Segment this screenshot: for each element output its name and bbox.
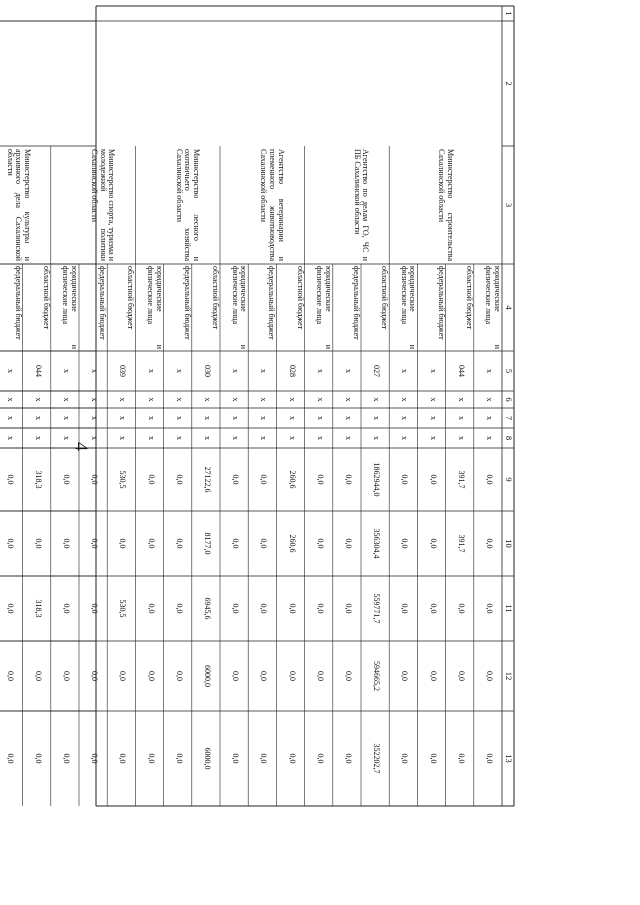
value-c12: 0,0: [174, 671, 184, 681]
value-c11: 530,5: [118, 599, 128, 618]
value-c11: 0,0: [259, 603, 269, 614]
value-c7: х: [5, 416, 15, 420]
value-c9: 318,3: [33, 470, 43, 489]
funding-source: областной бюджет: [41, 266, 51, 330]
value-c10: 0,0: [5, 538, 15, 549]
funding-source: областной бюджет: [464, 266, 474, 330]
value-c7: х: [118, 416, 128, 420]
value-c13: 0,0: [428, 753, 438, 764]
value-c13: 0,0: [344, 753, 353, 764]
value-c5: х: [146, 369, 156, 373]
value-c13: 0,0: [400, 753, 410, 764]
funding-source: юридические и физические лица: [146, 266, 164, 349]
value-c12: 0,0: [344, 671, 353, 681]
value-c8: х: [287, 436, 297, 440]
value-c11: 0,0: [146, 603, 156, 614]
value-c8: х: [372, 436, 382, 440]
value-c10: 0,0: [146, 538, 156, 549]
value-c8: х: [33, 436, 43, 440]
value-c7: х: [33, 416, 43, 420]
value-c7: х: [456, 416, 466, 420]
value-c12: 0,0: [5, 671, 15, 681]
column-header-13: 13: [504, 754, 514, 763]
value-c9: 0,0: [259, 474, 269, 485]
value-c7: х: [372, 416, 382, 420]
funding-source: областной бюджет: [380, 266, 390, 330]
value-c13: 0,0: [315, 753, 325, 764]
value-c11: 0,0: [485, 603, 494, 614]
value-c10: 260,6: [287, 534, 297, 553]
value-c12: 0,0: [231, 671, 241, 681]
value-c9: 1862944,0: [372, 462, 382, 497]
table-grid: [96, 6, 514, 806]
funding-source: федеральный бюджет: [436, 266, 446, 340]
value-c6: х: [62, 397, 71, 402]
value-c5: х: [231, 369, 241, 373]
value-c10: 0,0: [33, 538, 43, 549]
value-c5: 044: [33, 365, 43, 377]
value-c9: 0,0: [5, 474, 15, 485]
value-c5: 027: [372, 365, 382, 377]
value-c9: 0,0: [62, 474, 71, 485]
value-c6: х: [203, 397, 212, 402]
value-c5: х: [400, 369, 410, 373]
value-c11: 0,0: [315, 603, 325, 614]
value-c10: 0,0: [400, 538, 410, 549]
value-c9: 0,0: [146, 474, 156, 485]
value-c8: х: [456, 436, 466, 440]
value-c8: х: [400, 436, 410, 440]
funding-source: юридические и физические лица: [315, 266, 333, 349]
value-c6: х: [90, 397, 100, 402]
executor-name: Министерство лесного и охотничьего хозяйства Сахалинской области: [174, 149, 201, 261]
value-c11: 0,0: [400, 603, 410, 614]
funding-source: областной бюджет: [295, 266, 305, 330]
value-c5: х: [344, 369, 353, 373]
value-c6: х: [118, 397, 128, 402]
value-c13: 0,0: [485, 753, 494, 764]
value-c13: 0,0: [287, 753, 297, 764]
value-c5: х: [90, 369, 100, 373]
value-c9: 0,0: [400, 474, 410, 485]
value-c10: 0,0: [259, 538, 269, 549]
value-c12: 0,0: [33, 671, 43, 681]
column-header-3: 3: [504, 202, 514, 208]
budget-table: [5, 6, 514, 806]
column-header-6: 6: [504, 397, 514, 402]
value-c9: 0,0: [344, 474, 353, 485]
value-c12: 0,0: [118, 671, 128, 681]
value-c11: 0,0: [62, 603, 71, 614]
value-c6: х: [485, 397, 494, 402]
value-c5: х: [5, 369, 15, 373]
column-header-2: 2: [504, 81, 514, 86]
value-c13: 0,0: [456, 753, 466, 764]
value-c11: 0,0: [174, 603, 184, 614]
value-c13: 0,0: [62, 753, 71, 764]
funding-source: федеральный бюджет: [267, 266, 277, 340]
value-c12: 0,0: [400, 671, 410, 681]
value-c11: 0,0: [428, 603, 438, 614]
value-c5: 044: [456, 365, 466, 377]
value-c9: 260,6: [287, 470, 297, 489]
value-c9: 0,0: [231, 474, 241, 485]
value-c6: х: [259, 397, 269, 402]
value-c8: х: [315, 436, 325, 440]
funding-source: областной бюджет: [211, 266, 220, 330]
column-header-9: 9: [504, 477, 514, 482]
value-c6: х: [174, 397, 184, 402]
value-c8: х: [485, 436, 494, 440]
executor-name: Агентство ветеринарии и племенного животноводства Сахалинской области: [259, 149, 286, 261]
value-c7: х: [231, 416, 241, 420]
column-header-7: 7: [504, 415, 514, 421]
value-c9: 0,0: [428, 474, 438, 485]
funding-source: юридические и физические лица: [61, 266, 79, 349]
value-c13: 0,0: [5, 753, 15, 764]
column-header-10: 10: [504, 539, 514, 548]
value-c5: 030: [203, 365, 212, 377]
funding-source: юридические и физические лица: [399, 266, 418, 349]
value-c10: 0,0: [231, 538, 241, 549]
value-c7: х: [485, 416, 494, 420]
value-c10: 0,0: [344, 538, 353, 549]
value-c6: х: [5, 397, 15, 402]
value-c5: х: [174, 369, 184, 373]
value-c6: х: [287, 397, 297, 402]
value-c7: х: [62, 416, 71, 420]
value-c12: 0,0: [428, 671, 438, 681]
column-header-8: 8: [504, 435, 514, 441]
value-c13: 0,0: [146, 753, 156, 764]
value-c6: х: [146, 397, 156, 402]
value-c6: х: [315, 397, 325, 402]
value-c11: 6945,6: [203, 597, 212, 620]
funding-source: федеральный бюджет: [182, 266, 192, 340]
value-c7: х: [344, 416, 353, 420]
value-c11: 0,0: [231, 603, 241, 614]
value-c12: 0,0: [62, 671, 71, 681]
value-c6: х: [372, 397, 382, 402]
value-c5: х: [428, 369, 438, 373]
value-c8: х: [174, 436, 184, 440]
value-c11: 0,0: [344, 603, 353, 614]
value-c13: 0,0: [174, 753, 184, 764]
value-c10: 0,0: [118, 538, 128, 549]
value-c9: 0,0: [90, 474, 100, 485]
value-c6: х: [400, 397, 410, 402]
value-c10: 0,0: [428, 538, 438, 549]
value-c12: 0,0: [287, 671, 297, 681]
value-c8: х: [231, 436, 241, 440]
column-header-1: 1: [504, 11, 514, 16]
value-c10: 0,0: [315, 538, 325, 549]
value-c7: х: [259, 416, 269, 420]
value-c8: х: [5, 436, 15, 440]
value-c7: х: [203, 416, 212, 420]
value-c7: х: [315, 416, 325, 420]
value-c10: 0,0: [174, 538, 184, 549]
value-c11: 0,0: [5, 603, 15, 614]
value-c5: 028: [287, 365, 297, 377]
value-c13: 0,0: [33, 753, 43, 764]
value-c10: 0,0: [90, 538, 100, 549]
executor-name: Министерство строительства Сахалинской области: [437, 149, 455, 261]
value-c8: х: [118, 436, 128, 440]
value-c11: 318,3: [33, 599, 43, 618]
page-number: 4: [71, 442, 92, 451]
value-c11: 0,0: [456, 603, 466, 614]
value-c10: 0,0: [62, 538, 71, 549]
value-c11: 0,0: [287, 603, 297, 614]
value-c10: 391,7: [456, 534, 466, 553]
value-c7: х: [174, 416, 184, 420]
value-c5: х: [259, 369, 269, 373]
value-c11: 0,0: [90, 603, 100, 614]
value-c7: х: [90, 416, 100, 420]
value-c7: х: [146, 416, 156, 420]
value-c5: х: [315, 369, 325, 373]
value-c12: 594665,2: [372, 661, 382, 691]
value-c9: 530,5: [118, 470, 128, 489]
value-c13: 0,0: [90, 753, 100, 764]
value-c9: 0,0: [485, 474, 494, 485]
value-c7: х: [428, 416, 438, 420]
value-c8: х: [259, 436, 269, 440]
value-c9: 0,0: [315, 474, 325, 485]
funding-source: областной бюджет: [126, 266, 136, 330]
value-c13: 0,0: [118, 753, 128, 764]
value-c13: 0,0: [231, 753, 241, 764]
value-c6: х: [344, 397, 353, 402]
value-c10: 0,0: [485, 538, 494, 549]
value-c12: 0,0: [146, 671, 156, 681]
value-c8: х: [62, 436, 71, 440]
value-c8: х: [344, 436, 353, 440]
value-c13: 0,0: [259, 753, 269, 764]
value-c9: 0,0: [174, 474, 184, 485]
column-header-5: 5: [504, 368, 514, 374]
funding-source: юридические и физические лица: [230, 266, 249, 349]
value-c11: 559771,7: [372, 593, 382, 624]
value-c9: 391,7: [456, 470, 466, 489]
value-c5: х: [62, 369, 71, 373]
value-c6: х: [231, 397, 241, 402]
value-c7: х: [287, 416, 297, 420]
column-header-12: 12: [504, 671, 514, 681]
funding-source: федеральный бюджет: [352, 266, 361, 340]
column-header-4: 4: [504, 305, 514, 310]
value-c6: х: [456, 397, 466, 402]
funding-source: юридические и физические лица: [484, 266, 502, 349]
value-c6: х: [33, 397, 43, 402]
funding-source: федеральный бюджет: [13, 266, 23, 340]
executor-name: Агентство по делам ГО, ЧС и ПБ Сахалинской области: [352, 149, 371, 261]
value-c10: 356304,4: [372, 528, 382, 559]
value-c7: х: [400, 416, 410, 420]
value-c12: 0,0: [315, 671, 325, 681]
executor-name: Министерство спорта, туризма и молодежной политики Сахалинской области: [90, 149, 117, 261]
value-c9: 27122,6: [203, 466, 212, 493]
value-c8: х: [146, 436, 156, 440]
value-c8: х: [203, 436, 212, 440]
value-c12: 0,0: [485, 671, 494, 681]
value-c12: 0,0: [456, 671, 466, 681]
value-c10: 8177,0: [203, 532, 212, 555]
funding-source: федеральный бюджет: [98, 266, 108, 340]
value-c13: 352202,7: [372, 743, 382, 774]
value-c12: 0,0: [259, 671, 269, 681]
value-c8: х: [428, 436, 438, 440]
value-c8: х: [90, 436, 100, 440]
value-c13: 6000,0: [203, 747, 212, 770]
value-c5: 039: [118, 365, 128, 377]
value-c12: 6000,0: [203, 665, 212, 687]
value-c5: х: [485, 369, 494, 373]
column-header-11: 11: [504, 604, 514, 613]
executor-name: Министерство культуры и архивного дела Сахалинской области: [5, 149, 32, 261]
value-c6: х: [428, 397, 438, 402]
value-c12: 0,0: [90, 671, 100, 681]
